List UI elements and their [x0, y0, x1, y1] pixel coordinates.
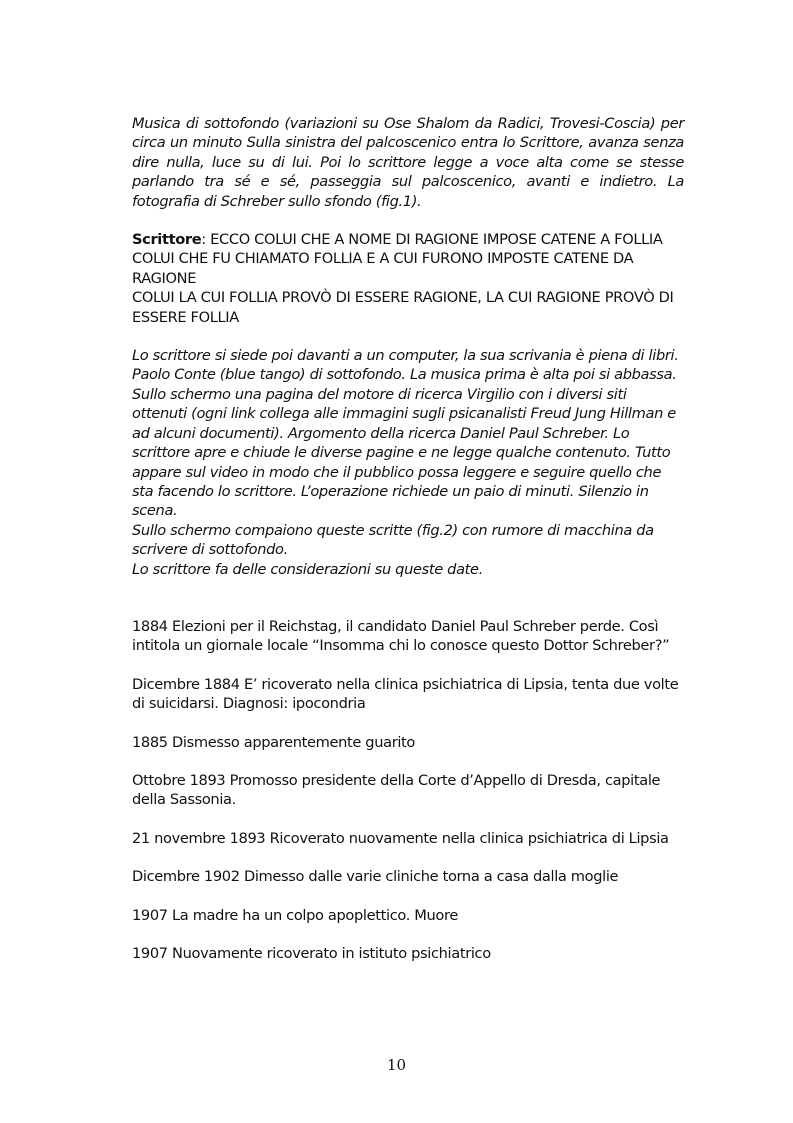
timeline-entry: 1885 Dismesso apparentemente guarito	[132, 733, 416, 751]
timeline-entry: Dicembre 1884 E’ ricoverato nella clinica psichiatrica di Lipsia, tenta due volte di suicidarsi. Diagnosi: ipocondria	[132, 675, 679, 713]
stage-direction-line: Lo scrittore fa delle considerazioni su queste date.	[132, 560, 483, 578]
page-number: 10	[386, 1056, 407, 1074]
timeline-entry: 1884 Elezioni per il Reichstag, il candidato Daniel Paul Schreber perde. Così intitola un giornale locale “Insomma chi lo conosce questo Dottor Schreber?”	[132, 617, 670, 655]
dialogue-block	[132, 230, 684, 327]
stage-direction-line: Sullo schermo compaiono queste scritte (fig.2) con rumore di macchina da scrivere di sottofondo.	[132, 521, 654, 559]
page-body	[132, 114, 684, 963]
stage-direction-line: Paolo Conte (blue tango) di sottofondo. La musica prima è alta poi si abbassa. Sullo schermo una pagina del motore di ricerca Virgilio con i diversi siti ottenuti (ogni link collega alle immagini sugli psicanalisti Freud Jung Hillman e ad alcuni documenti). Argomento della ricerca Daniel Paul Schreber. Lo scrittore apre e chiude le diverse pagine e ne legge qualche contenuto. Tutto appare sul video in modo che il pubblico possa leggere e seguire quello che sta facendo lo scrittore. L’operazione richiede un paio di minuti. Silenzio in scena.	[132, 366, 677, 520]
speaker-name: Scrittore	[132, 231, 202, 249]
timeline-entry: 21 novembre 1893 Ricoverato nuovamente nella clinica psichiatrica di Lipsia	[132, 829, 669, 847]
dialogue-line: COLUI LA CUI FOLLIA PROVÒ DI ESSERE RAGIONE, LA CUI RAGIONE PROVÒ DI ESSERE FOLLIA	[132, 289, 674, 326]
stage-direction-opening: Musica di sottofondo (variazioni su Ose Shalom da Radici, Trovesi-Coscia) per circa un minuto Sulla sinistra del palcoscenico entra lo Scrittore, avanza senza dire nulla, luce su di lui. Poi lo scrittore legge a voce alta come se stesse parlando tra sé e sé, passeggia sul palcoscenico, avanti e indietro. La fotografia di Schreber sullo sfondo (fig.1).	[132, 115, 684, 210]
dialogue-line: COLUI CHE FU CHIAMATO FOLLIA E A CUI FURONO IMPOSTE CATENE DA RAGIONE	[132, 250, 634, 287]
stage-direction-computer	[132, 346, 684, 579]
timeline-entry: 1907 La madre ha un colpo apoplettico. Muore	[132, 906, 458, 924]
timeline-entry: Dicembre 1902 Dimesso dalle varie cliniche torna a casa dalla moglie	[132, 868, 619, 886]
timeline-entry: 1907 Nuovamente ricoverato in istituto psichiatrico	[132, 945, 491, 962]
dialogue-line: ECCO COLUI CHE A NOME DI RAGIONE IMPOSE CATENE A FOLLIA	[210, 231, 663, 249]
stage-direction-line: Lo scrittore si siede poi davanti a un computer, la sua scrivania è piena di libri.	[132, 347, 679, 365]
timeline-entry: Ottobre 1893 Promosso presidente della Corte d’Appello di Dresda, capitale della Sassonia.	[132, 771, 661, 809]
speaker-separator: :	[201, 231, 211, 249]
